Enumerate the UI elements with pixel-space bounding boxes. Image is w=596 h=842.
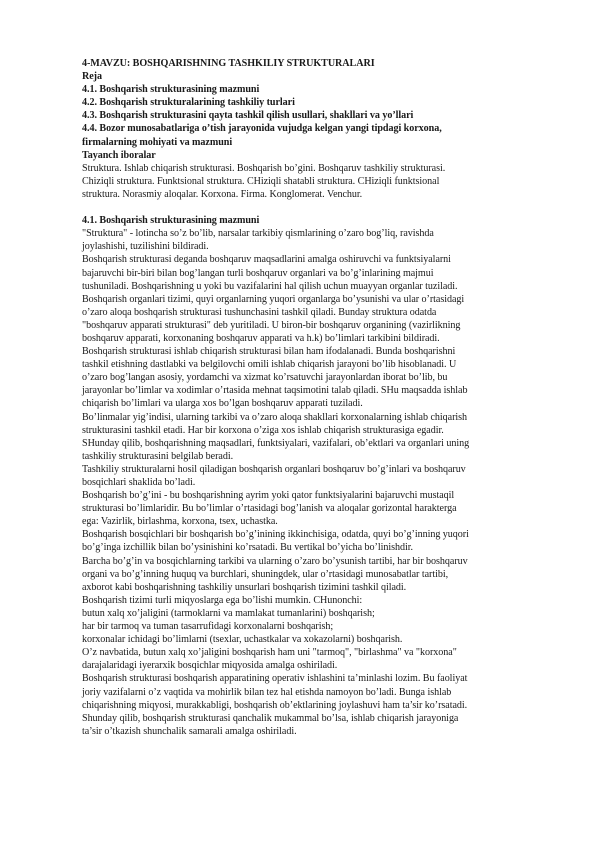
- body-line: Bo’linmalar yig’indisi, ularning tarkibi va o’zaro aloqa shakllari korxonalarning ishlab chiqarish: [82, 411, 468, 423]
- body-line: Shunday qilib, boshqarish strukturasi qanchalik mukammal bo’lsa, ishlab chiqarish jarayoniga: [82, 712, 459, 724]
- plan-list: [82, 83, 514, 148]
- plan-item: 4.4. Bozor munosabatlariga o’tish jarayonida vujudga kelgan yangi tipdagi korxona,: [82, 123, 442, 135]
- plan-item: firmalarning mohiyati va mazmuni: [82, 136, 233, 148]
- body-line: butun xalq xo’jaligini (tarmoklarni va mamlakat tumanlarini) boshqarish;: [82, 607, 375, 619]
- body-line: o’zaro aloqa boshqarish strukturasi tushunchasini tashkil qiladi. Bunday struktura odatda: [82, 306, 437, 318]
- document-title: 4-MAVZU: BOSHQARISHNING TASHKILIY STRUKTURALARI: [82, 58, 375, 69]
- body-line: Boshqarish organlari tizimi, quyi organlarning yuqori organlarga bo’ysunishi va ular o’rtasidagi: [82, 293, 465, 305]
- body-line: joylashishi, tuzilishini bildiradi.: [82, 241, 209, 253]
- body-line: tashkil etishning dastlabki va belgilovchi omili ishlab chiqarish jarayoni bo’lib hisoblanadi. U: [82, 359, 457, 371]
- body-line: chiqarishning miqyosi, murakkabligi, boshqarish ob’ektlarining joylashuvi ham ta’sir ko’rsatadi.: [82, 699, 468, 711]
- body-line: o’zaro bog’langan asosiy, yordamchi va xizmat ko’rsatuvchi jarayonlardan iborat bo’lib, bu: [82, 372, 448, 384]
- body-line: tashkiliy strukturasini belgilab beradi.: [82, 450, 234, 462]
- body-line: joriy vazifalarni o’z vaqtida va mohirlik bilan tez hal etishda namoyon bo’ladi. Bunga ishlab: [82, 686, 452, 698]
- body-line: axborot kabi boshqarishning tashkiliy unsurlari boshqarish tizimini tashkil qiladi.: [82, 581, 407, 593]
- plan-item: 4.3. Boshqarish strukturasini qayta tashkil qilish usullari, shakllari va yo’llari: [82, 110, 414, 122]
- body-line: Boshqarish strukturasi ishlab chiqarish strukturasi bilan ham ifodalanadi. Bunda boshqarishni: [82, 346, 456, 358]
- keywords-line: Chiziqli struktura. Funktsional struktura. CHiziqli shatabli struktura. CHiziqli funktsional: [82, 175, 440, 187]
- document-page: [82, 57, 514, 738]
- body-line: bosqichlari shaklida bo’ladi.: [82, 477, 196, 488]
- body-line: organi va bo’g’inning huquq va burchlari, shuningdek, ular o’rtasidagi munosabatlar tartibi,: [82, 568, 449, 580]
- body-line: Boshqarish strukturasi boshqarish apparatining operativ ishlashini ta’minlashi lozim. Bu faoliyat: [82, 673, 468, 685]
- body-line: Boshqarish bosqichlari bir boshqarish bo’g’inining ikkinchisiga, odatda, quyi bo’g’inning yuqori: [82, 529, 469, 541]
- body-line: O’z navbatida, butun xalq xo’jaligini boshqarish ham uni "tarmoq", "birlashma" va "korxona": [82, 647, 457, 659]
- section-heading: 4.1. Boshqarish strukturasining mazmuni: [82, 215, 260, 227]
- body-line: SHunday qilib, boshqarishning maqsadlari, funktsiyalari, vazifalari, ob’ektlari va organlari uning: [82, 437, 470, 449]
- body-line: "boshqaruv apparati strukturasi" deb yuritiladi. U biron-bir boshqaruv organining (vazirlikning: [82, 319, 461, 331]
- body-line: Boshqarish strukturasi deganda boshqaruv maqsadlarini amalga oshiruvchi va funktsiyalarni: [82, 254, 451, 266]
- keywords-text: [82, 162, 514, 201]
- keywords-line: Struktura. Ishlab chiqarish strukturasi. Boshqarish bo’gini. Boshqaruv tashkiliy strukturasi.: [82, 162, 446, 174]
- body-line: Tashkiliy strukturalarni hosil qiladigan boshqarish organlari boshqaruv bo’g’inlari va boshqaruv: [82, 463, 466, 475]
- keywords-line: struktura. Norasmiy aloqalar. Korxona. Firma. Konglomerat. Venchur.: [82, 188, 363, 200]
- plan-label: Reja: [82, 71, 102, 83]
- body-line: Boshqarish bo’g’ini - bu boshqarishning ayrim yoki qator funktsiyalarini bajaruvchi mustaqil: [82, 490, 455, 502]
- body-line: tushuniladi. Boshqarishning u yoki bu vazifalarini hal qilish uchun muayyan organlar tuziladi.: [82, 280, 458, 292]
- body-line: darajalaridagi iyerarxik bosqichlar miqyosida amalga oshiriladi.: [82, 660, 338, 672]
- section-body: [82, 227, 514, 738]
- body-line: bajaruvchi bir-biri bilan bog’langan turli boshqaruv organlari va bo’g’inlarining majmui: [82, 267, 434, 279]
- body-line: strukturasini tashkil etadi. Har bir korxona o’ziga xos ishlab chiqarish strukturasiga egadir.: [82, 424, 444, 436]
- body-line: har bir tarmoq va tuman tasarrufidagi korxonalarni boshqarish;: [82, 621, 334, 633]
- body-line: ega: Vazirlik, birlashma, korxona, tsex, uchastka.: [82, 516, 278, 528]
- body-line: jarayonlar bo’limlar va xodimlar o’rtasida mehnat taqsimotini talab qiladi. SHu maqsadda ishlab: [82, 385, 468, 397]
- body-line: Barcha bo’g’in va bosqichlarning tarkibi va ularning o’zaro bo’ysunish tartibi, har bir boshqaruv: [82, 555, 468, 567]
- paragraph-gap: [82, 201, 514, 214]
- keywords-label: Tayanch iboralar: [82, 149, 156, 161]
- body-line: Boshqarish tizimi turli miqyoslarga ega bo’lishi mumkin. CHunonchi:: [82, 594, 363, 606]
- body-line: korxonalar ichidagi bo’limlarni (tsexlar, uchastkalar va xokazolarni) boshqarish.: [82, 634, 403, 646]
- body-line: chiqarish bo’limlari va ularga xos bo’lgan boshqaruv apparati tuziladi.: [82, 398, 363, 410]
- plan-item: 4.2. Boshqarish strukturalarining tashkiliy turlari: [82, 97, 295, 109]
- body-line: ta’sir o’tkazish shunchalik samarali amalga oshiriladi.: [82, 725, 297, 737]
- body-line: boshqaruv apparati, korxonaning boshqaruv apparati va h.k) bo’limlari tarkibini bildiradi.: [82, 332, 440, 344]
- plan-item: 4.1. Boshqarish strukturasining mazmuni: [82, 84, 260, 96]
- body-line: bo’g’inga izchillik bilan bo’ysinishini ko’rsatadi. Bu vertikal bo’yicha bo’linishdir.: [82, 542, 413, 554]
- body-line: strukturasi bo’limlaridir. Bu bo’limlar o’rtasidagi bog’lanish va aloqalar gorizontal harakterga: [82, 503, 457, 515]
- body-line: "Struktura" - lotincha so’z bo’lib, narsalar tarkibiy qismlarining o’zaro bog’liq, ravishda: [82, 228, 434, 240]
